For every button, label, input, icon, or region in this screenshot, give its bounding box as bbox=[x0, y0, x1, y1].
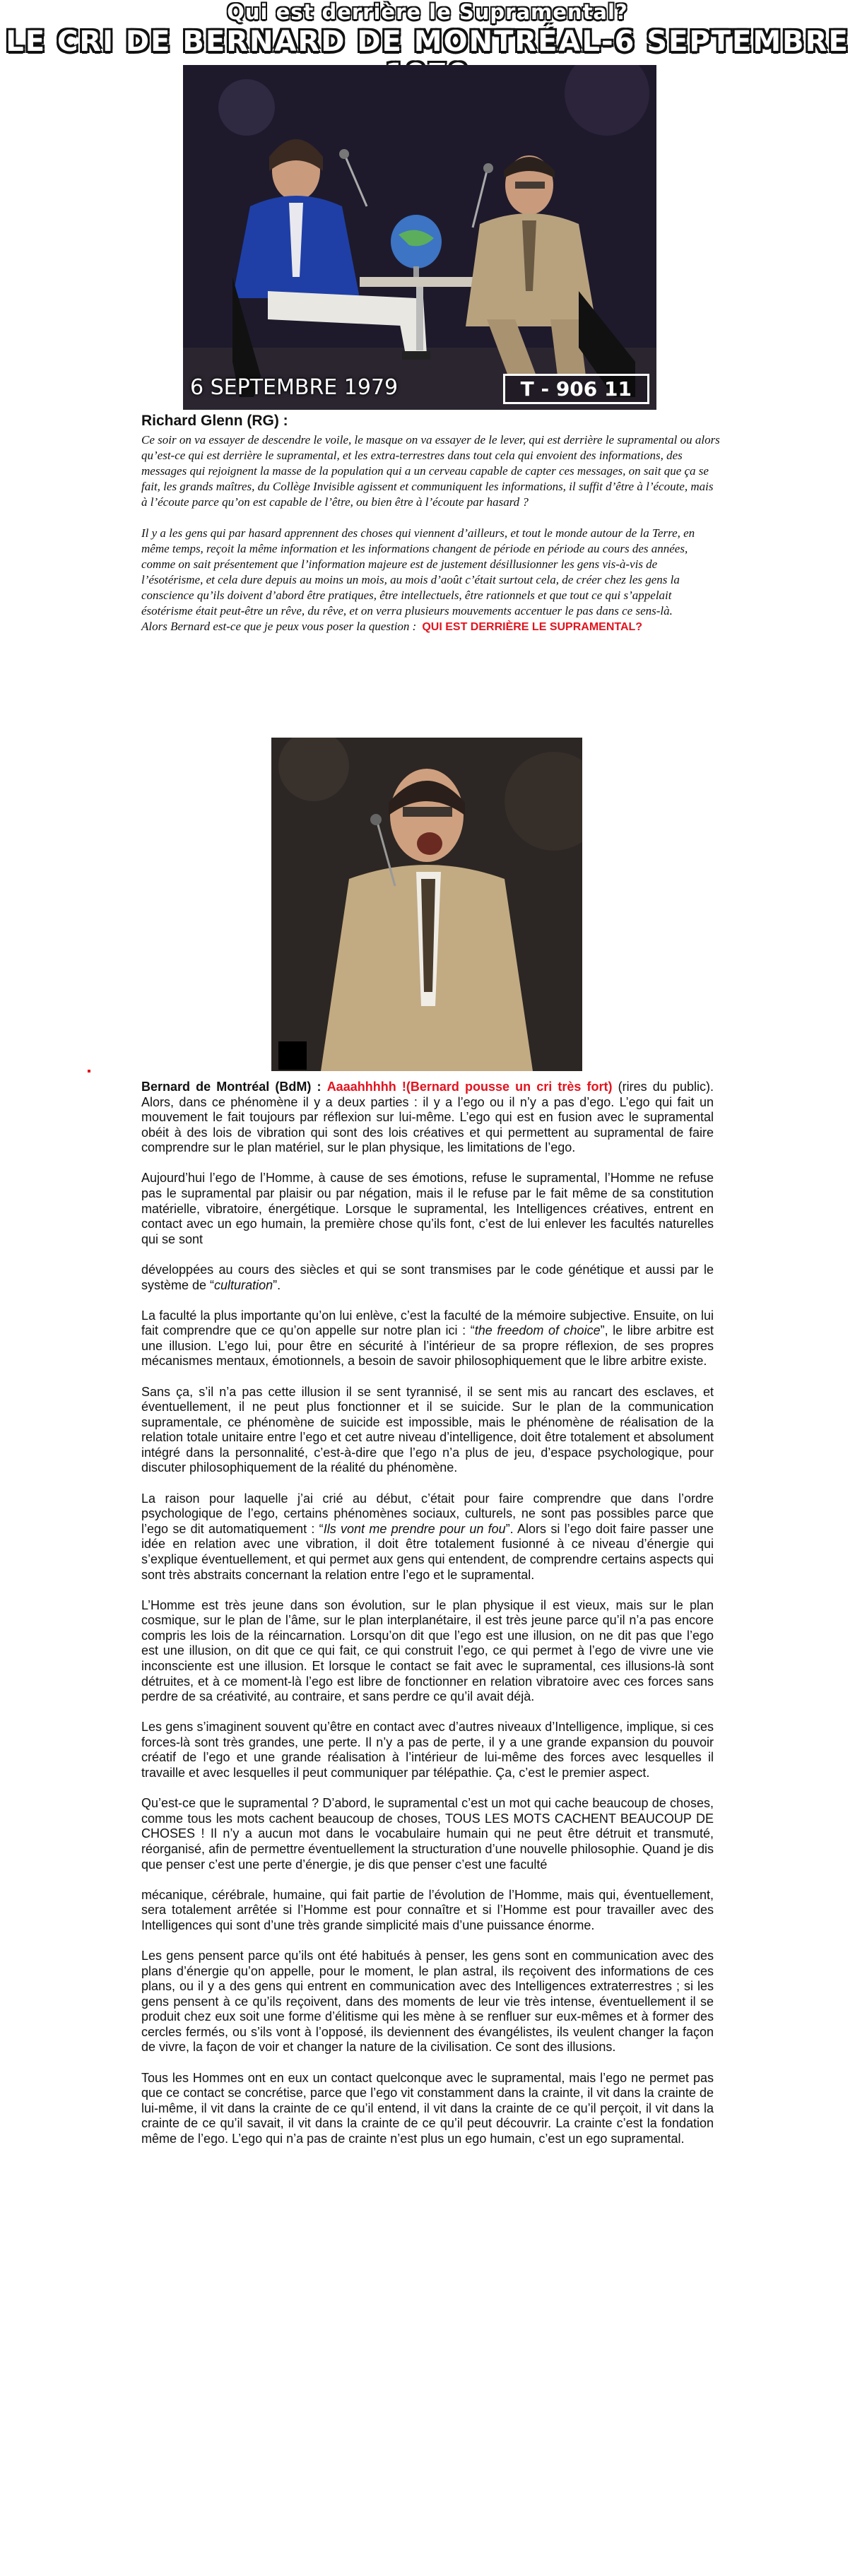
rg-question-line bbox=[141, 619, 721, 635]
bdm-paragraph-3-a: développées au cours des siècles et qui se sont transmises par le code génétique et aussi par le système de “ bbox=[141, 1262, 714, 1292]
broadcast-date-caption: 6 SEPTEMBRE 1979 bbox=[190, 375, 399, 400]
bdm-paragraph-3 bbox=[141, 1263, 714, 1293]
speaker-label-bdm: Bernard de Montréal (BdM) : bbox=[141, 1080, 322, 1094]
bdm-paragraph-3-em: culturation bbox=[214, 1277, 273, 1292]
bdm-paragraph-6-b: ”. Alors si l’ego doit faire passer une idée en relation avec une vibration, il doit être totalement fusionné à ce niveau d’énergie qui s’explique éventuellement, et qui permet aux gens qui entendent, de comprendre certains aspects qui sont très abstraits concernant la relation entre l’ego et le supramental. bbox=[141, 1521, 714, 1582]
bdm-paragraph-5: Sans ça, s’il n’a pas cette illusion il se sent tyrannisé, il se sent mis au rancart des esclaves, et éventuellement, il ne peut plus fonctionner et il se suicide. Sur le plan de la communication supramentale, ce phénomène de suicide est impossible, mais le phénomène de réalisation de la relation totale unitaire entre l’ego et cet autre niveau d’intelligence, doit être totalement et absolument intégré dans la personnalité, c’est-à-dire que l’ego n’a plus de jeu, d’espace psychologique, pour discuter philosophiquement de la réalité du phénomène. bbox=[141, 1384, 714, 1475]
bdm-paragraph-4 bbox=[141, 1308, 714, 1369]
bdm-paragraph-10: mécanique, cérébrale, humaine, qui fait partie de l’évolution de l’Homme, mais qui, éventuellement, sera totalement arrêtée si l’Homme est pour connaître et si l’Homme est pour travailler avec des Intelligences qui sont d’une très grande simplicité mais d’une puissance énorme. bbox=[141, 1887, 714, 1932]
rg-intervention bbox=[141, 432, 721, 635]
bdm-paragraph-6 bbox=[141, 1491, 714, 1583]
bdm-paragraph-4-b: ”, le libre arbitre est une illusion. L’ego lui, pour être en sécurité à l’intérieur de sa propre réflexion, de ses propres mécanismes mentaux, émotionnels, a besoin de savoir philosophiquement que le libre arbitre existe. bbox=[141, 1323, 714, 1369]
bdm-paragraph-4-em: the freedom of choice bbox=[474, 1323, 601, 1338]
bdm-paragraph-8: Les gens s’imaginent souvent qu’être en contact avec d’autres niveaux d’Intelligence, implique, si ces forces-là sont très grandes, une perte. Il n’y a pas de perte, il y a une grande expansion du pouvoir créatif de l’ego et une grande réalisation à l’intérieur de lui-même des forces avec lesquelles il travaille et avec lesquelles il peut communiquer par télépathie. Ça, c’est le premier aspect. bbox=[141, 1720, 714, 1780]
bdm-paragraph-12: Tous les Hommes ont en eux un contact quelconque avec le supramental, mais l’ego ne permet pas que ce contact se concrétise, parce que l’ego vit constamment dans la crainte, il vit dans la crainte de lui-même, il vit dans la crainte de ce qu’il entend, il vit dans la crainte de ce qu’il perçoit, il vit dans la crainte de ce qu’il savait, il vit dans la crainte de ce qu’il peut découvrir. La crainte c’est la fondation même de l’ego. L’ego qui n’a pas de crainte n’est plus un ego humain, c’est un ego supramental. bbox=[141, 2070, 714, 2146]
bdm-paragraph-1 bbox=[141, 1080, 714, 1156]
bdm-answer bbox=[141, 1080, 714, 2162]
studio-scene-illustration bbox=[183, 65, 656, 410]
bdm-paragraph-1-rest: (rires du public). Alors, dans ce phénomène il y a deux parties : il y a l’ego ou il n’y a pas d’ego. L’ego qui fait un mouvement le fait toujours par réflexion sur lui-même. L’ego qui est en fusion avec le supramental obéit à des lois de vibration qui sont des lois créatives et qui permettent au supramental de faire comprendre sur le plan matériel, sur le plan physique, les limitations de l’ego. bbox=[141, 1080, 714, 1155]
rg-paragraph-2: Il y a les gens qui par hasard apprennent des choses qui viennent d’ailleurs, et tout le monde autour de la Terre, en même temps, reçoit la même information et les informations changent de période en période au cours des années, comme on sait présentement que l’information majeure est de justement désillusionner les gens vis-à-vis de l’ésotérisme, et cela dure depuis au moins un mois, au mois d’août c’était surtout cela, de créer chez les gens la conscience qu’ils doivent d’abord être pratiques, être intellectuels, être rationnels et que tout ce qui s’appelait ésotérisme était peut-être un rêve, du rêve, et on verra plusieurs mouvements accentuer le pas dans ce sens-là. bbox=[141, 526, 695, 618]
rg-question-red: QUI EST DERRIÈRE LE SUPRAMENTAL? bbox=[422, 621, 643, 633]
bernard-cry-photo bbox=[271, 738, 582, 1071]
bdm-paragraph-3-b: ”. bbox=[273, 1277, 281, 1292]
red-marker bbox=[88, 1070, 90, 1073]
broadcast-code-caption: T - 906 11 bbox=[503, 374, 649, 404]
subtitle-question: Qui est derrière le Supramental? bbox=[227, 0, 628, 24]
bdm-paragraph-7: L’Homme est très jeune dans son évolution, sur le plan physique il est vieux, mais sur le plan cosmique, sur le plan de l’âme, sur le plan interplanétaire, il est très jeune parce qu’il n’a pas encore compris les lois de la réincarnation. Lorsqu’on dit que l’ego est une illusion, on ne dit pas que l’ego est une illusion, on dit que ce qui fait, ce qui construit l’ego, ce qui permet à l’ego de vivre une vie inconsciente est une illusion. Et lorsque le contact se fait avec le supramental, ces illusions-là sont détruites, et à ce moment-là l’ego est libre de fonctionner en relation vibratoire avec ces forces sans perdre de sa créativité, au contraire, et sans perdre ce qu’il avait déjà. bbox=[141, 1597, 714, 1704]
bdm-paragraph-2: Aujourd’hui l’ego de l’Homme, à cause de ses émotions, refuse le supramental, l’Homme ne refuse pas le supramental par plaisir ou par négation, mais il le refuse par le fait même de sa constitution matérielle, vibratoire, énergétique. Lorsque le supramental, les Intelligences créatives, entrent en contact avec un ego humain, la première chose qu’ils font, c’est de lui enlever les facultés naturelles qui se sont bbox=[141, 1171, 714, 1246]
bdm-paragraph-11: Les gens pensent parce qu’ils ont été habitués à penser, les gens sont en communication avec des plans d’énergie qu’on appelle, pour le moment, le plan astral, ils reçoivent des informations de ces plans, ou il y a des gens qui entrent en communication avec des Intelligences extraterrestres ; si les gens pensent à ce qu’ils reçoivent, dans des moments de leur vie très intense, éventuellement il se produit chez eux soit une forme d’élitisme qui les mène à se renfluer sur eux-mêmes et à former des cercles fermés, ou s’ils vont à l’opposé, ils deviennent des évangélistes, ils veulent changer la façon de vivre, la façon de voir et changer la nature de la civilisation. Ce sont des illusions. bbox=[141, 1948, 714, 2055]
bdm-paragraph-6-em: Ils vont me prendre pour un fou bbox=[323, 1521, 506, 1536]
bdm-paragraph-9: Qu’est-ce que le supramental ? D’abord, le supramental c’est un mot qui cache beaucoup de choses, comme tous les mots cachent beaucoup de choses, TOUS LES MOTS CACHENT BEAUCOUP DE CHOSES ! Il n’y a aucun mot dans le vocabulaire humain qui ne peut être détruit et transmuté, réorganisé, afin de permettre éventuellement la structuration d’une nouvelle philosophie. Quand je dis que penser c’est une perte d’énergie, je dis que penser c’est une faculté bbox=[141, 1796, 714, 1872]
bernard-portrait-illustration bbox=[271, 738, 582, 1071]
bdm-cry: Aaaahhhhh !(Bernard pousse un cri très fort) bbox=[326, 1080, 613, 1094]
bdm-paragraph-6-a: La raison pour laquelle j’ai crié au début, c’était pour faire comprendre que dans l’ordre psychologique de l’ego, certains phénomènes sociaux, culturels, ne sont pas possibles parce que l’ego se dit automatiquement : “ bbox=[141, 1491, 714, 1536]
speaker-label-rg: Richard Glenn (RG) : bbox=[141, 413, 288, 429]
bdm-paragraph-4-a: La faculté la plus importante qu’on lui enlève, c’est la faculté de la mémoire subjective. Ensuite, on lui fait comprendre que ce qu’on appelle sur notre plan ici : “ bbox=[141, 1308, 714, 1338]
tv-studio-photo bbox=[183, 65, 656, 410]
page-title: LE CRI DE BERNARD DE MONTRÉAL-6 SEPTEMBRE bbox=[6, 25, 849, 58]
rg-question-lead: Alors Bernard est-ce que je peux vous poser la question : bbox=[141, 620, 417, 633]
rg-paragraph-1: Ce soir on va essayer de descendre le voile, le masque on va essayer de le lever, qui est derrière le supramental ou alors qu’est-ce qui est derrière le supramental, et les extra-terrestres dans tout cela qui envoient des informations, des messages qui rejoignent la masse de la population qui a un cerveau capable de capter ces messages, on sait que ça se fait, les grands maîtres, du Collège Invisible agissent et communiquent les informations, il suffit d’être à l’écoute, mais à l’écoute parce qu’on est capable de l’être, ou bien être à l’écoute par hasard ? bbox=[141, 433, 720, 509]
